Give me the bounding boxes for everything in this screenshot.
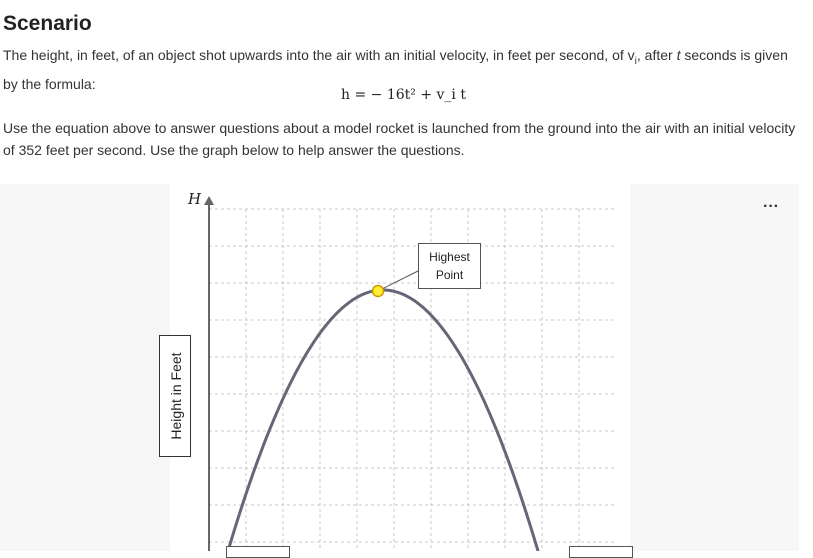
x-label-box-right [569, 546, 633, 558]
callout-pointer [378, 270, 420, 291]
scenario-instructions: Use the equation above to answer questions about a model rocket is launched from the ground into the air with an initial velocity of 352 feet per second. Use the graph below to help answer the questions. [3, 120, 796, 158]
trajectory-curve [228, 290, 540, 551]
y-axis-arrow [204, 196, 214, 205]
more-options-button[interactable]: ··· [763, 198, 779, 215]
scenario-intro: The height, in feet, of an object shot upwards into the air with an initial velocity, in feet per second, of $v_i$, after t seconds is given by the formula: [3, 47, 788, 92]
scenario-title: Scenario [3, 12, 92, 35]
x-label-box-left [226, 546, 290, 558]
height-formula: h = − 16t² + v_i t [341, 87, 466, 103]
highest-point-callout [418, 243, 481, 289]
y-axis-title: Height in Feet [168, 352, 184, 440]
highest-point-marker[interactable] [373, 286, 384, 297]
grid-lines [209, 209, 614, 551]
callout-line-1: Highest [429, 250, 470, 264]
y-axis-symbol: H [188, 190, 202, 208]
callout-line-2: Point [435, 268, 464, 282]
